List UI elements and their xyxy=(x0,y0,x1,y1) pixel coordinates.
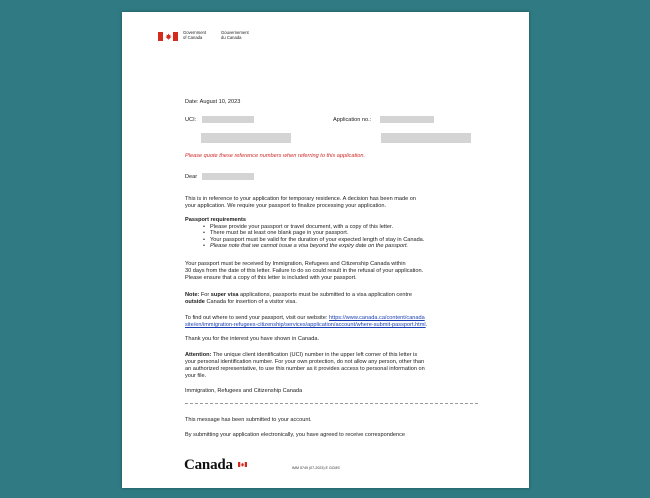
canada-flag-icon xyxy=(158,32,178,41)
divider xyxy=(185,403,478,404)
attention-line-3: an authorized representative, to use this number as it provides access to personal information on xyxy=(185,366,425,372)
attention-line-4: your file. xyxy=(185,373,207,379)
website-line-2 xyxy=(185,322,427,328)
note-line-1 xyxy=(185,292,412,298)
uci-redacted xyxy=(202,116,254,123)
intro-line-2: your application. We require your passport to finalize processing your application. xyxy=(185,203,387,209)
letter-page xyxy=(122,12,529,488)
signature-fr-line1: Gouvernement xyxy=(221,30,249,35)
reference-notice: Please quote these reference numbers when referring to this application. xyxy=(185,153,366,159)
letter-date: Date: August 10, 2023 xyxy=(185,99,241,105)
website-end: . xyxy=(425,322,428,328)
requirements-list xyxy=(200,224,424,250)
wordmark-flag-icon xyxy=(238,454,247,459)
requirements-heading: Passport requirements xyxy=(185,217,246,223)
note-outside: outside xyxy=(185,299,205,305)
application-label: Application no.: xyxy=(333,117,372,123)
signature-fr-line2: du Canada xyxy=(221,35,242,40)
intro-line-1: This is in reference to your application for temporary residence. A decision has been made on xyxy=(185,196,417,202)
canada-wordmark: Canada xyxy=(184,457,233,473)
deadline-line-2: 30 days from the date of this letter. Failure to do so could result in the refusal of your application. xyxy=(185,268,424,274)
deadline-line-1: Your passport must be received by Immigration, Refugees and Citizenship Canada within xyxy=(185,261,406,267)
uci-detail-redacted xyxy=(201,133,291,143)
website-text: To find out where to send your passport, visit our website: xyxy=(185,315,329,321)
list-item: • Please note that we cannot issue a visa beyond the expiry date on the passport. xyxy=(210,243,424,249)
website-link[interactable]: https://www.canada.ca/content/canada xyxy=(328,315,425,321)
attention-line-2: your personal identification number. For your own protection, do not allow any person, other than xyxy=(185,359,425,365)
website-line-1 xyxy=(185,315,425,321)
attention-line-1 xyxy=(185,352,417,358)
signature-en-line1: Government xyxy=(183,30,207,35)
signature-en-line2: of Canada xyxy=(183,35,203,40)
uci-label: UCI: xyxy=(185,117,197,123)
attention-label: Attention: xyxy=(185,352,212,358)
closing-signature: Immigration, Refugees and Citizenship Canada xyxy=(185,388,303,394)
thanks-line: Thank you for the interest you have shown in Canada. xyxy=(185,336,320,342)
salutation: Dear xyxy=(185,174,198,180)
list-item: • Please provide your passport or travel document, with a copy of this letter. xyxy=(210,224,424,230)
note-label: Note: xyxy=(185,292,200,298)
application-redacted xyxy=(380,116,434,123)
list-item: • There must be at least one blank page in your passport. xyxy=(210,230,424,236)
website-link-continued[interactable]: site/en/immigration-refugees-citizenship/services/application/account/where-submit-passport.html xyxy=(185,322,426,328)
submitted-line: This message has been submitted to your account. xyxy=(185,417,312,423)
note-text: Canada for insertion of a visitor visa. xyxy=(204,299,297,305)
note-super-visa: super visa xyxy=(210,292,239,298)
agreement-line: By submitting your application electronically, you have agreed to receive correspondence xyxy=(185,432,406,438)
form-number: IMM 5749 (07-2023) E GCMS xyxy=(292,466,340,470)
list-item: • Your passport must be valid for the duration of your expected length of stay in Canada. xyxy=(210,237,424,243)
name-redacted xyxy=(202,173,254,180)
note-text: For xyxy=(199,292,211,298)
attention-text: The unique client identification (UCI) number in the upper left corner of this letter is xyxy=(211,352,418,358)
note-line-2 xyxy=(185,299,297,305)
note-text: applications, passports must be submitted to a visa application centre xyxy=(238,292,412,298)
application-detail-redacted xyxy=(381,133,471,143)
deadline-line-3: Please ensure that a copy of this letter is included with your passport. xyxy=(185,275,357,281)
